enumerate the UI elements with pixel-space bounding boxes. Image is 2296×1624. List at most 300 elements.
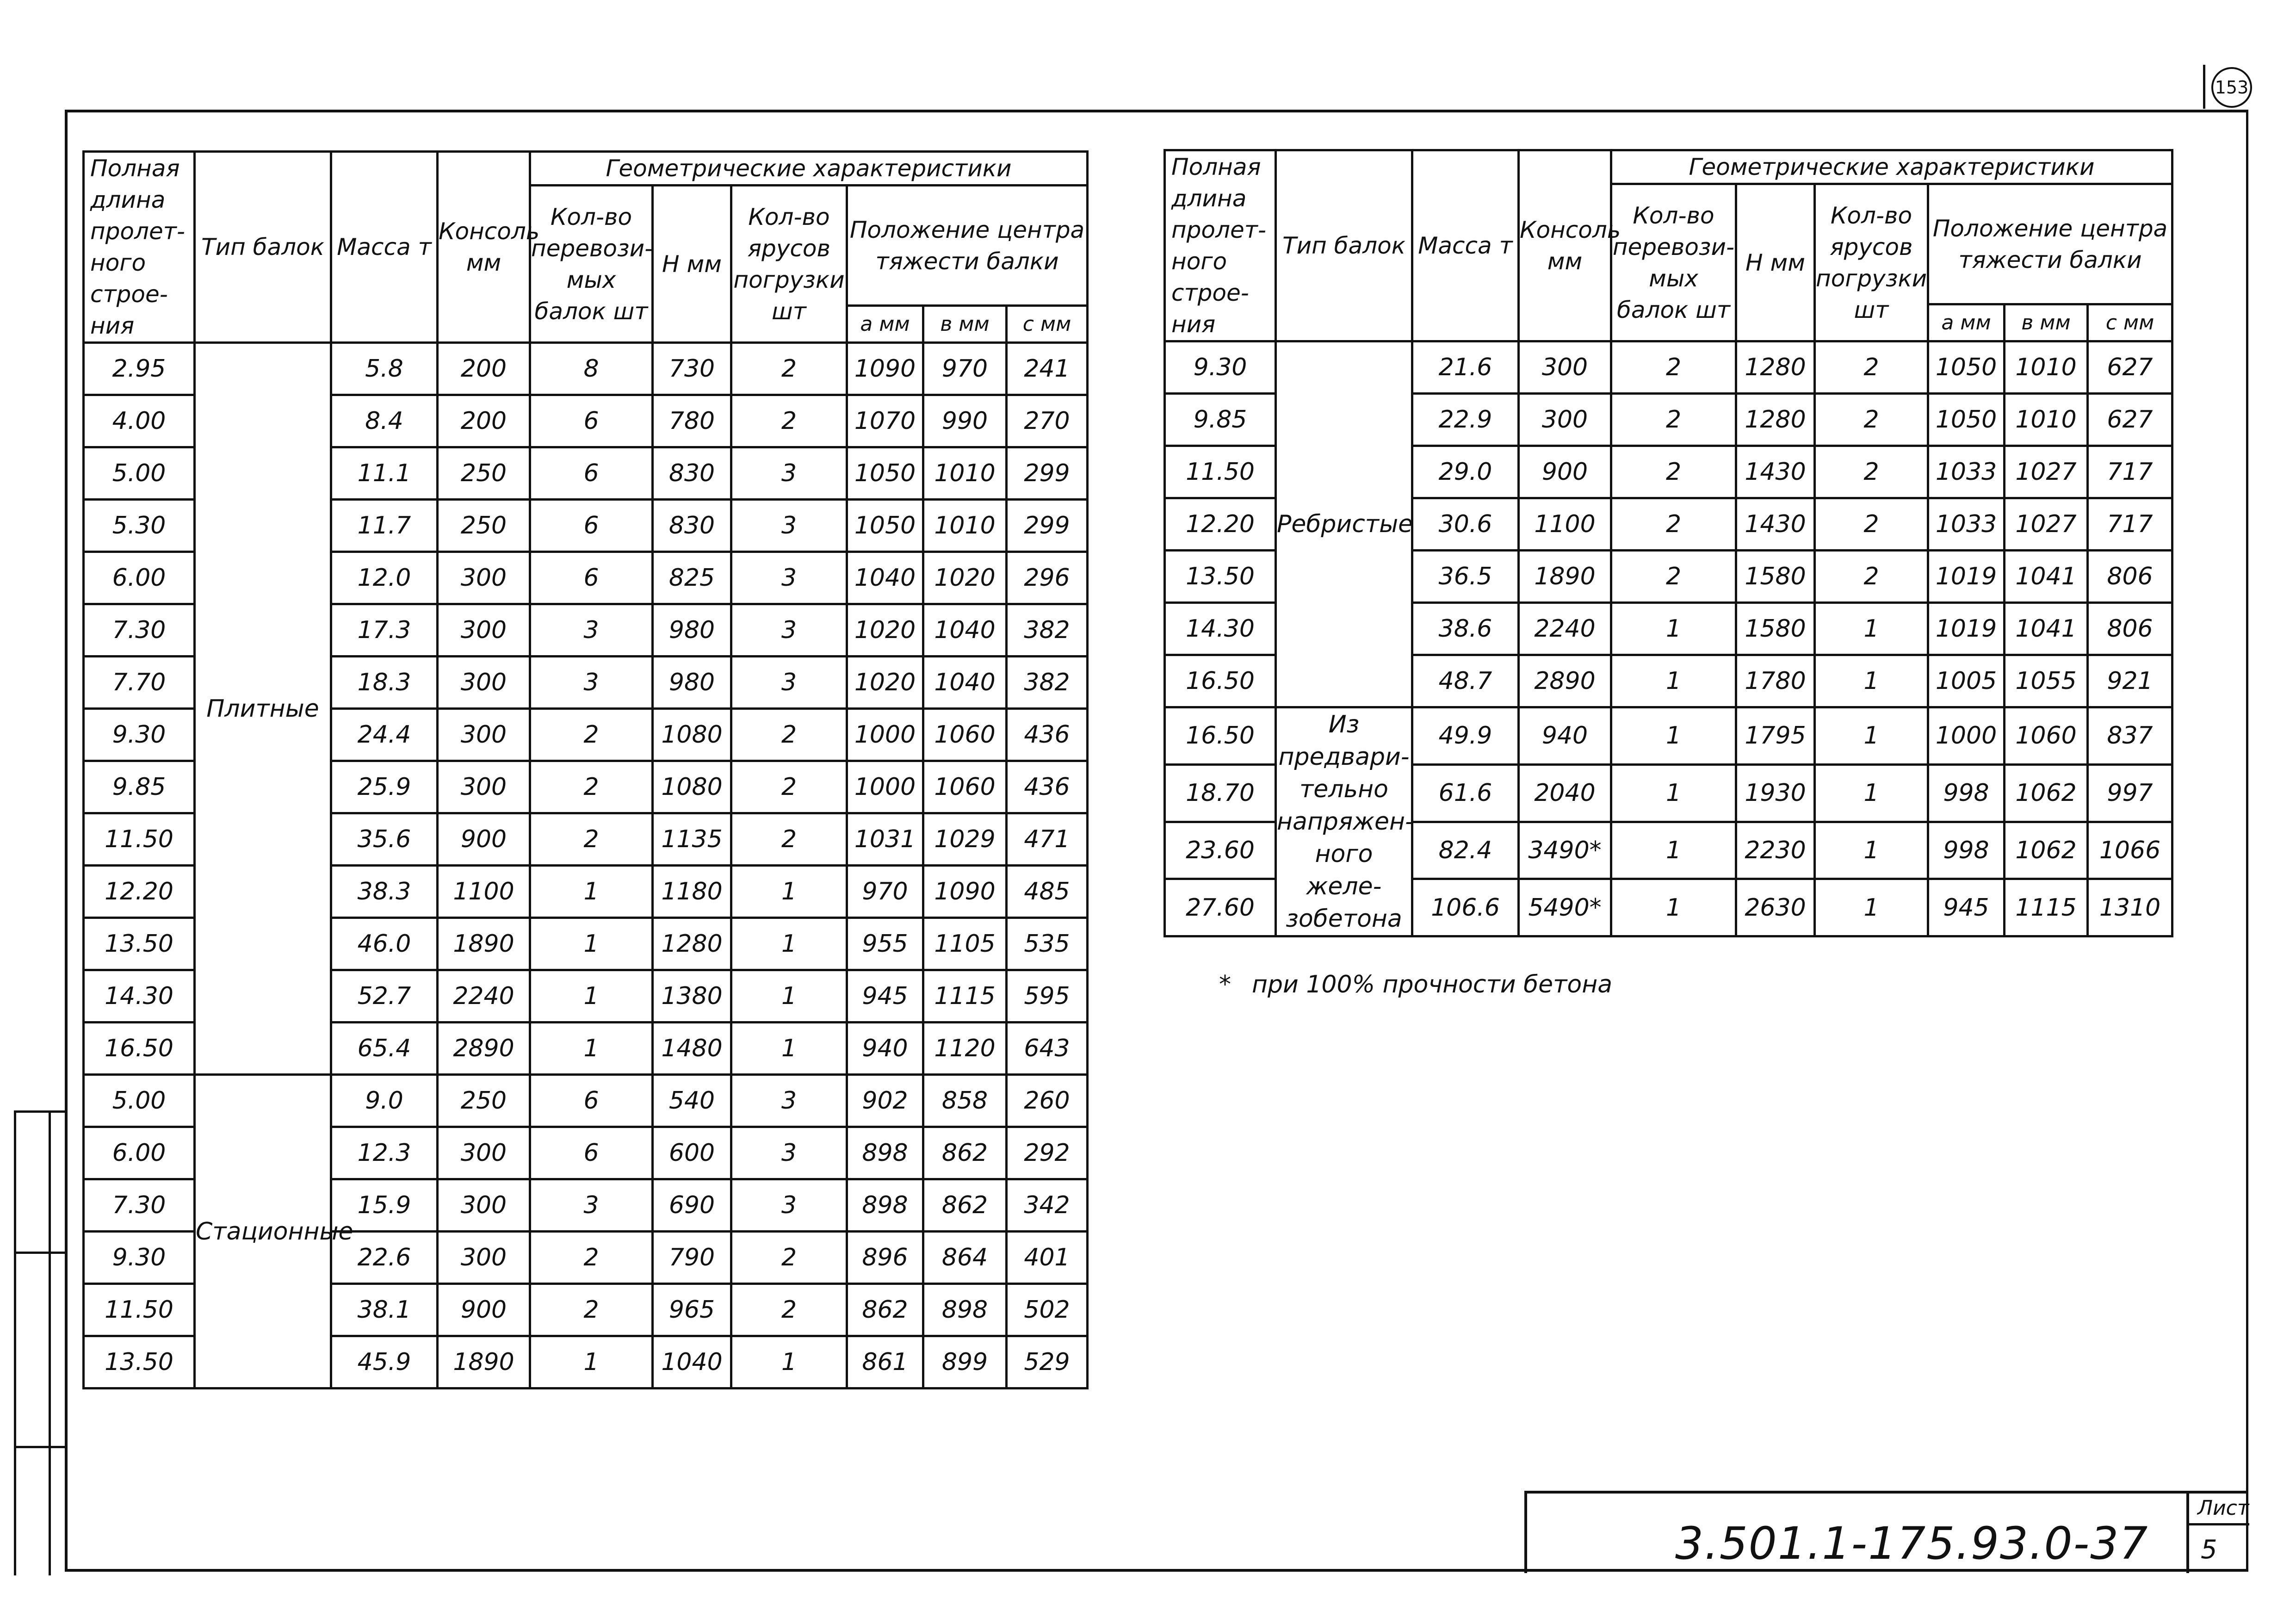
table-cell: 1 [731,1023,847,1075]
table-cell: 3 [731,500,847,552]
table-cell: 3 [530,657,653,709]
table-cell: 6 [530,447,653,500]
table-cell: 2040 [1519,764,1611,822]
table-cell: 643 [1007,1023,1088,1075]
table-cell: 2 [530,761,653,813]
table-cell: 1062 [2005,822,2088,879]
table-cell: 1090 [847,343,923,395]
table-cell: 8 [530,343,653,395]
left-spec-table [82,150,1089,1389]
table-cell: 4.00 [84,395,195,447]
table-cell: 1180 [653,866,731,918]
table-cell: 1033 [1928,446,2005,498]
table-cell: 1020 [847,657,923,709]
table-cell: 15.9 [331,1179,438,1232]
table-cell: 965 [653,1284,731,1336]
table-cell: 1040 [847,552,923,604]
table-cell: 2 [1815,394,1928,446]
table-cell: 382 [1007,657,1088,709]
table-cell: 1 [530,1023,653,1075]
table-cell: 970 [847,866,923,918]
table-cell: 1010 [2005,394,2088,446]
table-cell: 14.30 [1165,603,1276,655]
table-cell: 862 [923,1179,1007,1232]
table-cell: 1080 [653,709,731,761]
table-cell: 806 [2088,603,2172,655]
header-beams-count: Кол-во перевози- мых балок шт [530,186,653,343]
table-cell: 299 [1007,500,1088,552]
table-cell: 300 [438,709,530,761]
table-cell: 12.20 [84,866,195,918]
table-cell: 3 [530,604,653,657]
table-cell: 12.20 [1165,498,1276,551]
sheet-cell [2186,1491,2249,1573]
table-cell: 1135 [653,813,731,866]
table-cell: 1060 [923,709,1007,761]
table-cell: 1050 [847,447,923,500]
table-cell: 2 [530,1284,653,1336]
table-cell: 896 [847,1232,923,1284]
table-cell: 921 [2088,655,2172,707]
table-cell: 1000 [847,761,923,813]
table-cell: 595 [1007,970,1088,1023]
table-cell: 1280 [653,918,731,970]
table-cell: 9.85 [1165,394,1276,446]
table-cell: 36.5 [1412,551,1519,603]
header-beams-count: Кол-во перевози- мых балок шт [1611,184,1736,341]
table-cell: 9.30 [84,1232,195,1284]
table-cell: 1 [530,970,653,1023]
table-cell: 900 [1519,446,1611,498]
table-row [84,343,1088,395]
table-cell: 24.4 [331,709,438,761]
table-cell: 7.30 [84,1179,195,1232]
table-cell: 1930 [1736,764,1815,822]
table-cell: 1060 [923,761,1007,813]
table-cell: 2 [1815,498,1928,551]
table-cell: 1430 [1736,446,1815,498]
table-cell: 540 [653,1075,731,1127]
table-cell: 471 [1007,813,1088,866]
table-cell: 106.6 [1412,879,1519,936]
table-cell: 1050 [1928,341,2005,394]
table-cell: 16.50 [84,1023,195,1075]
table-cell: 270 [1007,395,1088,447]
table-cell: 690 [653,1179,731,1232]
table-cell: 9.30 [1165,341,1276,394]
table-cell: 382 [1007,604,1088,657]
table-cell: 9.85 [84,761,195,813]
table-cell: 5.8 [331,343,438,395]
table-cell: 1580 [1736,603,1815,655]
table-cell: 1380 [653,970,731,1023]
table-cell: 296 [1007,552,1088,604]
table-cell: 600 [653,1127,731,1179]
table-cell: 1041 [2005,603,2088,655]
table-cell: 3 [731,657,847,709]
table-cell: 3 [731,1127,847,1179]
header-length: Полная длина пролет- ного строе- ния [1165,150,1276,341]
table-cell: 3 [731,447,847,500]
footnote-text: при 100% прочности бетона [1252,971,1613,998]
table-cell: 1780 [1736,655,1815,707]
table-cell: 12.0 [331,552,438,604]
table-cell: 2630 [1736,879,1815,936]
beam-type-cell: Из предвари- тельно напряжен- ного желе- зобетона [1276,707,1412,936]
table-cell: 11.1 [331,447,438,500]
table-cell: 250 [438,1075,530,1127]
table-cell: 300 [438,604,530,657]
table-cell: 2 [530,709,653,761]
header-h: Н мм [653,186,731,343]
table-cell: 1 [1815,707,1928,765]
table-cell: 2240 [438,970,530,1023]
table-cell: 990 [923,395,1007,447]
table-cell: 1 [731,918,847,970]
table-cell: 1120 [923,1023,1007,1075]
table-cell: 862 [923,1127,1007,1179]
header-c: с мм [2088,304,2172,341]
header-type: Тип балок [195,152,331,343]
table-cell: 38.1 [331,1284,438,1336]
table-cell: 11.50 [84,813,195,866]
table-cell: 730 [653,343,731,395]
table-cell: 900 [438,1284,530,1336]
table-cell: 1 [1611,764,1736,822]
table-cell: 535 [1007,918,1088,970]
header-tiers: Кол-во ярусов погрузки шт [1815,184,1928,341]
table-cell: 902 [847,1075,923,1127]
table-cell: 825 [653,552,731,604]
table-cell: 1105 [923,918,1007,970]
table-cell: 1480 [653,1023,731,1075]
table-cell: 1890 [438,918,530,970]
table-cell: 1000 [1928,707,2005,765]
header-geometry: Геометрические характеристики [530,152,1088,186]
table-cell: 1040 [653,1336,731,1388]
beam-type-cell: Ребристые [1276,341,1412,707]
table-cell: 2 [1611,394,1736,446]
table-cell: 300 [438,552,530,604]
table-cell: 11.7 [331,500,438,552]
sheet-circle-number: 153 [2211,67,2252,108]
table-cell: 12.3 [331,1127,438,1179]
table-cell: 1 [1611,655,1736,707]
table-cell: 2230 [1736,822,1815,879]
table-cell: 899 [923,1336,1007,1388]
table-cell: 8.4 [331,395,438,447]
table-cell: 1280 [1736,341,1815,394]
right-spec-table [1163,149,2173,937]
table-cell: 6 [530,552,653,604]
table-cell: 2240 [1519,603,1611,655]
table-cell: 292 [1007,1127,1088,1179]
table-cell: 1000 [847,709,923,761]
table-cell: 250 [438,447,530,500]
table-cell: 27.60 [1165,879,1276,936]
table-cell: 955 [847,918,923,970]
table-cell: 1027 [2005,446,2088,498]
table-cell: 980 [653,604,731,657]
table-cell: 940 [847,1023,923,1075]
table-cell: 401 [1007,1232,1088,1284]
table-cell: 1029 [923,813,1007,866]
table-cell: 22.9 [1412,394,1519,446]
table-cell: 1 [1611,707,1736,765]
table-cell: 1 [530,1336,653,1388]
table-cell: 1010 [923,447,1007,500]
table-cell: 1040 [923,604,1007,657]
table-cell: 300 [438,657,530,709]
table-cell: 1430 [1736,498,1815,551]
table-cell: 5.30 [84,500,195,552]
table-cell: 1 [1815,655,1928,707]
table-cell: 1310 [2088,879,2172,936]
table-cell: 300 [1519,394,1611,446]
table-cell: 6.00 [84,552,195,604]
table-cell: 2 [530,813,653,866]
table-cell: 980 [653,657,731,709]
table-cell: 241 [1007,343,1088,395]
header-h: Н мм [1736,184,1815,341]
header-tiers: Кол-во ярусов погрузки шт [731,186,847,343]
table-cell: 1100 [438,866,530,918]
table-cell: 1010 [2005,341,2088,394]
header-console: Консоль мм [1519,150,1611,341]
table-cell: 16.50 [1165,655,1276,707]
table-cell: 1 [1815,764,1928,822]
table-cell: 2 [731,709,847,761]
table-cell: 1 [731,970,847,1023]
header-c: с мм [1007,306,1088,343]
table-cell: 1066 [2088,822,2172,879]
table-cell: 18.70 [1165,764,1276,822]
table-cell: 2890 [1519,655,1611,707]
table-cell: 2 [731,761,847,813]
table-cell: 250 [438,500,530,552]
table-cell: 1580 [1736,551,1815,603]
table-cell: 830 [653,447,731,500]
table-cell: 342 [1007,1179,1088,1232]
table-cell: 1280 [1736,394,1815,446]
table-cell: 2 [1815,551,1928,603]
table-cell: 6 [530,395,653,447]
table-cell: 2 [731,343,847,395]
table-cell: 1795 [1736,707,1815,765]
sheet-circle-mark [2207,65,2253,109]
table-cell: 2 [1815,341,1928,394]
table-cell: 30.6 [1412,498,1519,551]
header-console: Консоль мм [438,152,530,343]
table-cell: 14.30 [84,970,195,1023]
table-cell: 300 [438,761,530,813]
header-a: а мм [1928,304,2005,341]
table-cell: 260 [1007,1075,1088,1127]
binding-strip [14,1110,67,1575]
table-cell: 2.95 [84,343,195,395]
table-cell: 3 [731,1075,847,1127]
table-cell: 46.0 [331,918,438,970]
table-cell: 485 [1007,866,1088,918]
beam-type-cell: Стационные [195,1075,331,1388]
table-cell: 300 [1519,341,1611,394]
header-a: а мм [847,306,923,343]
table-cell: 38.6 [1412,603,1519,655]
table-cell: 1 [1815,879,1928,936]
table-cell: 2 [1611,341,1736,394]
table-cell: 1020 [847,604,923,657]
table-cell: 1062 [2005,764,2088,822]
table-cell: 48.7 [1412,655,1519,707]
table-cell: 1100 [1519,498,1611,551]
header-b: в мм [923,306,1007,343]
table-cell: 436 [1007,761,1088,813]
table-cell: 862 [847,1284,923,1336]
table-cell: 11.50 [84,1284,195,1336]
table-cell: 9.0 [331,1075,438,1127]
table-cell: 2 [731,813,847,866]
table-cell: 830 [653,500,731,552]
table-cell: 300 [438,1232,530,1284]
table-cell: 1055 [2005,655,2088,707]
table-cell: 861 [847,1336,923,1388]
table-cell: 529 [1007,1336,1088,1388]
table-cell: 1 [731,866,847,918]
footnote-star: * [1219,971,1231,998]
table-cell: 900 [438,813,530,866]
title-block [1524,1491,2248,1573]
table-cell: 806 [2088,551,2172,603]
footnote [1219,971,1612,998]
table-cell: 35.6 [331,813,438,866]
table-cell: 11.50 [1165,446,1276,498]
header-b: в мм [2005,304,2088,341]
table-cell: 1 [530,866,653,918]
table-cell: 1050 [1928,394,2005,446]
table-cell: 1033 [1928,498,2005,551]
table-cell: 38.3 [331,866,438,918]
table-cell: 23.60 [1165,822,1276,879]
table-cell: 2890 [438,1023,530,1075]
table-cell: 1031 [847,813,923,866]
table-cell: 13.50 [84,918,195,970]
table-cell: 3 [530,1179,653,1232]
table-cell: 6 [530,500,653,552]
beam-type-cell: Плитные [195,343,331,1075]
table-cell: 1 [1815,822,1928,879]
table-cell: 717 [2088,446,2172,498]
table-cell: 13.50 [1165,551,1276,603]
table-cell: 6.00 [84,1127,195,1179]
table-cell: 998 [1928,764,2005,822]
table-cell: 1005 [1928,655,2005,707]
table-cell: 3 [731,1179,847,1232]
table-cell: 22.6 [331,1232,438,1284]
table-cell: 1 [1611,603,1736,655]
header-geometry: Геометрические характеристики [1611,150,2172,184]
table-cell: 1 [1815,603,1928,655]
table-row [1165,341,2172,394]
header-mass: Масса т [331,152,438,343]
table-cell: 1115 [923,970,1007,1023]
table-cell: 9.30 [84,709,195,761]
table-cell: 2 [731,395,847,447]
table-cell: 1890 [1519,551,1611,603]
table-cell: 200 [438,343,530,395]
table-cell: 1060 [2005,707,2088,765]
table-cell: 3 [731,604,847,657]
table-cell: 7.30 [84,604,195,657]
table-cell: 1890 [438,1336,530,1388]
table-cell: 49.9 [1412,707,1519,765]
document-code: 3.501.1-175.93.0-37 [1675,1518,2149,1569]
table-cell: 3490* [1519,822,1611,879]
table-cell: 945 [847,970,923,1023]
table-cell: 940 [1519,707,1611,765]
header-center: Положение центра тяжести балки [1928,184,2172,304]
table-cell: 5.00 [84,1075,195,1127]
table-cell: 1 [731,1336,847,1388]
table-cell: 2 [731,1232,847,1284]
table-cell: 52.7 [331,970,438,1023]
table-cell: 17.3 [331,604,438,657]
table-cell: 65.4 [331,1023,438,1075]
table-cell: 1040 [923,657,1007,709]
table-cell: 898 [923,1284,1007,1336]
table-cell: 61.6 [1412,764,1519,822]
table-cell: 82.4 [1412,822,1519,879]
header-type: Тип балок [1276,150,1412,341]
table-cell: 18.3 [331,657,438,709]
table-row [84,1075,1088,1127]
table-cell: 6 [530,1127,653,1179]
table-cell: 1019 [1928,551,2005,603]
table-cell: 2 [1611,551,1736,603]
table-cell: 1019 [1928,603,2005,655]
table-cell: 1 [530,918,653,970]
table-cell: 1020 [923,552,1007,604]
table-cell: 1027 [2005,498,2088,551]
table-cell: 2 [1815,446,1928,498]
table-cell: 1 [1611,822,1736,879]
table-cell: 898 [847,1179,923,1232]
table-cell: 2 [1611,498,1736,551]
sheet-label: Лист [2197,1496,2249,1520]
table-cell: 7.70 [84,657,195,709]
table-cell: 780 [653,395,731,447]
table-cell: 2 [731,1284,847,1336]
table-cell: 627 [2088,394,2172,446]
table-cell: 5.00 [84,447,195,500]
table-cell: 1010 [923,500,1007,552]
table-cell: 3 [731,552,847,604]
table-cell: 864 [923,1232,1007,1284]
table-cell: 858 [923,1075,1007,1127]
table-cell: 717 [2088,498,2172,551]
table-cell: 1050 [847,500,923,552]
table-cell: 299 [1007,447,1088,500]
table-cell: 1041 [2005,551,2088,603]
table-cell: 5490* [1519,879,1611,936]
table-row [1165,707,2172,765]
table-cell: 2 [1611,446,1736,498]
table-cell: 29.0 [1412,446,1519,498]
header-mass: Масса т [1412,150,1519,341]
table-cell: 627 [2088,341,2172,394]
table-cell: 898 [847,1127,923,1179]
table-cell: 200 [438,395,530,447]
table-cell: 16.50 [1165,707,1276,765]
